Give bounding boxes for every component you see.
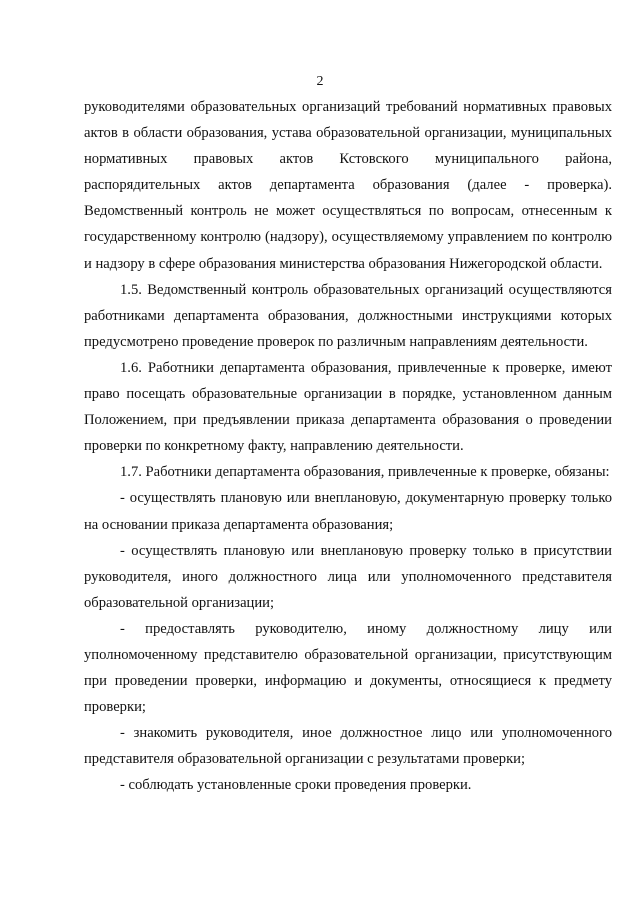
document-body xyxy=(84,94,612,799)
list-item: - осуществлять плановую или внеплановую, документарную проверку только на основании приказа департамента образования; xyxy=(84,490,612,533)
page-number: 2 xyxy=(316,74,324,89)
paragraph-1-7: 1.7. Работники департамента образования, привлеченные к проверке, обязаны: xyxy=(120,464,610,481)
paragraph-1-6: 1.6. Работники департамента образования, привлеченные к проверке, имеют право посещать образовательные организации в порядке, установленном данным Положением, при предъявлении приказа департамента образования о проведении проверки по конкретному факту, направлению деятельности. xyxy=(84,359,612,455)
list-item: - предоставлять руководителю, иному должностному лицу или уполномоченному представителю образовательной организации, присутствующим при проведении проверки, информацию и документы, относящиеся к предмету проверки; xyxy=(84,620,612,716)
paragraph-1-5: 1.5. Ведомственный контроль образовательных организаций осуществляются работниками департамента образования, должностными инструкциями которых предусмотрено проведение проверок по различным направлениям деятельности. xyxy=(84,281,612,350)
paragraph-continuation: руководителями образовательных организаций требований нормативных правовых актов в области образования, устава образовательной организации, муниципальных нормативных правовых актов Кстовского муниципального района, распорядительных актов департамента образования (далее - проверка). Ведомственный контроль не может осуществляться по вопросам, отнесенным к государственному контролю (надзору), осуществляемому управлением по контролю и надзору в сфере образования министерства образования Нижегородской области. xyxy=(84,99,612,272)
list-item: - знакомить руководителя, иное должностное лицо или уполномоченного представителя образовательной организации с результатами проверки; xyxy=(84,725,612,768)
list-item: - соблюдать установленные сроки проведения проверки. xyxy=(120,777,472,794)
list-item: - осуществлять плановую или внеплановую проверку только в присутствии руководителя, иного должностного лица или уполномоченного представителя образовательной организации; xyxy=(84,542,612,611)
